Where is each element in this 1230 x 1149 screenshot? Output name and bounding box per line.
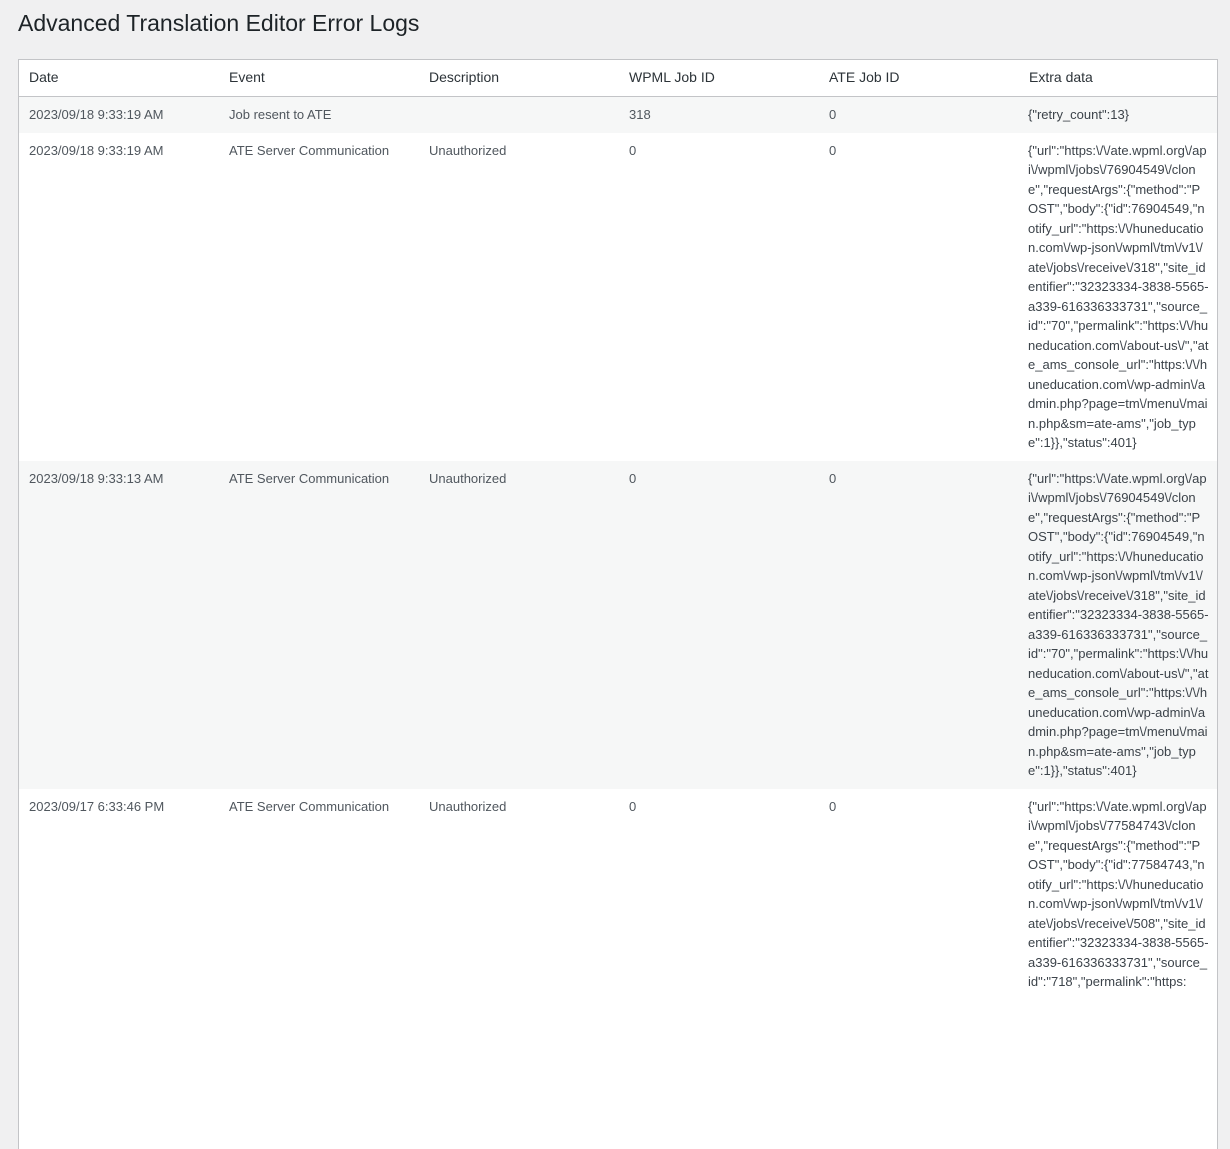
cell-date: 2023/09/18 9:33:19 AM	[29, 142, 164, 158]
column-header-event: Event	[219, 60, 419, 97]
cell-description: Unauthorized	[429, 470, 507, 486]
cell-extra-data: {"retry_count":13}	[1028, 107, 1130, 122]
table-row	[19, 461, 1217, 789]
cell-ate-job-id: 0	[829, 798, 837, 814]
column-header-extra-data: Extra data	[1019, 60, 1217, 97]
cell-date: 2023/09/17 6:33:46 PM	[29, 798, 165, 814]
cell-event: ATE Server Communication	[229, 798, 390, 814]
cell-ate-job-id: 0	[829, 142, 837, 158]
cell-date: 2023/09/18 9:33:13 AM	[29, 470, 164, 486]
page-title: Advanced Translation Editor Error Logs	[18, 10, 420, 36]
table-row	[19, 789, 1217, 1000]
table-body	[19, 97, 1217, 1000]
table-header-row	[19, 60, 1217, 97]
cell-date: 2023/09/18 9:33:19 AM	[29, 107, 164, 122]
cell-event: ATE Server Communication	[229, 470, 390, 486]
cell-event: Job resent to ATE	[229, 107, 332, 122]
column-header-description: Description	[419, 60, 619, 97]
cell-description: Unauthorized	[429, 142, 507, 158]
table-row	[19, 133, 1217, 461]
cell-wpml-job-id: 318	[629, 107, 651, 122]
column-header-ate-job-id: ATE Job ID	[819, 60, 1019, 97]
cell-wpml-job-id: 0	[629, 798, 637, 814]
cell-extra-data: {"url":"https:\/\/ate.wpml.org\/api\/wpml\/jobs\/77584743\/clone","requestArgs":{"method":"POST","body":{"id":77584743,"notify_url":"https:\/\/huneducation.com\/wp-json\/wpml\/tm\/v1\/ate\/jobs\/receive\/508","site_identifier":"32323334-3838-5565-a339-616336333731","source_id":"718","permalink":"https:	[1028, 798, 1209, 989]
cell-ate-job-id: 0	[829, 470, 837, 486]
error-log-table-container	[18, 59, 1218, 1149]
cell-description: Unauthorized	[429, 798, 507, 814]
cell-extra-data: {"url":"https:\/\/ate.wpml.org\/api\/wpml\/jobs\/76904549\/clone","requestArgs":{"method":"POST","body":{"id":76904549,"notify_url":"https:\/\/huneducation.com\/wp-json\/wpml\/tm\/v1\/ate\/jobs\/receive\/318","site_identifier":"32323334-3838-5565-a339-616336333731","source_id":"70","permalink":"https:\/\/huneducation.com\/about-us\/","ate_ams_console_url":"https:\/\/huneducation.com\/wp-admin\/admin.php?page=tm\/menu\/main.php&sm=ate-ams","job_type":1}},"status":401}	[1028, 142, 1209, 450]
cell-wpml-job-id: 0	[629, 470, 637, 486]
error-log-table	[19, 60, 1217, 1000]
table-header	[19, 60, 1217, 97]
cell-wpml-job-id: 0	[629, 142, 637, 158]
table-row	[19, 97, 1217, 133]
cell-extra-data: {"url":"https:\/\/ate.wpml.org\/api\/wpml\/jobs\/76904549\/clone","requestArgs":{"method":"POST","body":{"id":76904549,"notify_url":"https:\/\/huneducation.com\/wp-json\/wpml\/tm\/v1\/ate\/jobs\/receive\/318","site_identifier":"32323334-3838-5565-a339-616336333731","source_id":"70","permalink":"https:\/\/huneducation.com\/about-us\/","ate_ams_console_url":"https:\/\/huneducation.com\/wp-admin\/admin.php?page=tm\/menu\/main.php&sm=ate-ams","job_type":1}},"status":401}	[1028, 470, 1209, 778]
cell-ate-job-id: 0	[829, 107, 837, 122]
column-header-wpml-job-id: WPML Job ID	[619, 60, 819, 97]
cell-event: ATE Server Communication	[229, 142, 390, 158]
column-header-date: Date	[19, 60, 219, 97]
cell-description	[419, 97, 619, 133]
